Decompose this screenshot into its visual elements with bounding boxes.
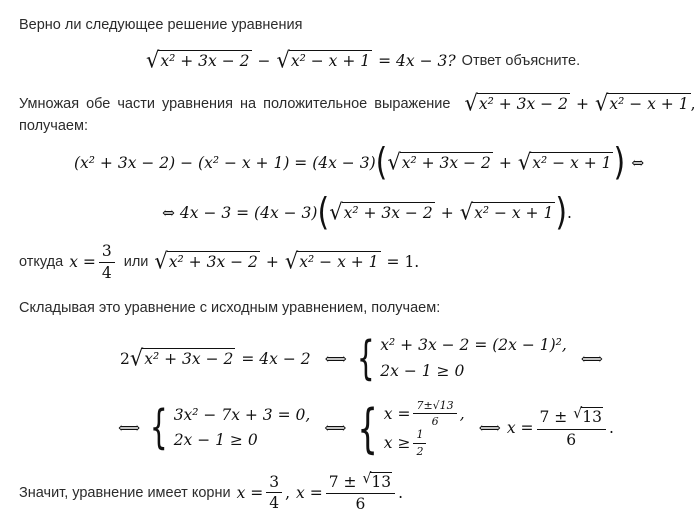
intro-text: Верно ли следующее решение уравнения bbox=[19, 17, 303, 33]
main-rhs: = 4x − 3? bbox=[378, 51, 456, 70]
fraction-three-quarters: $\frac{3}{4}$ bbox=[99, 242, 115, 282]
left-paren: ( bbox=[375, 140, 388, 185]
sqrt-term-1: √ x² + 3x − 2 bbox=[146, 47, 250, 73]
conclusion-line: Значит, уравнение имеет корни x = $\frac{3}{4}$ , x = 7 ± √ 13 6 . bbox=[19, 470, 404, 514]
brace-icon: { bbox=[150, 401, 168, 455]
get-text: получаем: bbox=[19, 118, 88, 134]
sqrt-term-2: √ x² − x + 1 bbox=[276, 47, 371, 73]
brace-icon: { bbox=[356, 332, 375, 386]
system-2-3: ⟺ { 3x² − 7x + 3 = 0, 2x − 1 ≥ 0 ⟺ { x = $\frac{7\pm√13}{6}$ , x ≥ $\frac{1}{2}$ ⟺ x = 7 ± √ 13 6 . bbox=[118, 397, 614, 460]
explain-text: Ответ объясните. bbox=[461, 52, 581, 69]
root-fraction: 7 ± √ 13 6 bbox=[537, 407, 606, 449]
positive-expression: √ x² + 3x − 2 + √ x² − x + 1 , bbox=[464, 90, 696, 116]
expand-equation: (x² + 3x − 2) − (x² − x + 1) = (4x − 3) ( √ x² + 3x − 2 + √ x² − x + 1 ) ⇔ bbox=[74, 140, 645, 185]
whence-line: откуда x = $\frac{3}{4}$ или √ x² + 3x − 2 + √ x² − x + 1 = 1. bbox=[19, 242, 420, 282]
multiply-line bbox=[19, 90, 696, 116]
adding-text: Складывая это уравнение с исходным уравнением, получаем: bbox=[19, 300, 441, 316]
brace-icon: { bbox=[356, 397, 378, 460]
system-1: 2 √ x² + 3x − 2 = 4x − 2 ⟺ { x² + 3x − 2 = (2x − 1)², 2x − 1 ≥ 0 ⟺ bbox=[120, 332, 604, 386]
second-equation: ⇔ 4x − 3 = (4x − 3) ( √ x² + 3x − 2 + √ x² − x + 1 ) . bbox=[162, 190, 572, 235]
final-root-fraction: 7 ± √ 13 6 bbox=[326, 472, 395, 514]
iff-symbol: ⇔ bbox=[631, 154, 645, 172]
multiply-text: Умножая обе части уравнения на положительное выражение bbox=[19, 95, 451, 112]
main-equation: √ x² + 3x − 2 − √ x² − x + 1 = 4x − 3? Ответ объясните. bbox=[146, 47, 581, 73]
right-paren: ) bbox=[613, 140, 626, 185]
